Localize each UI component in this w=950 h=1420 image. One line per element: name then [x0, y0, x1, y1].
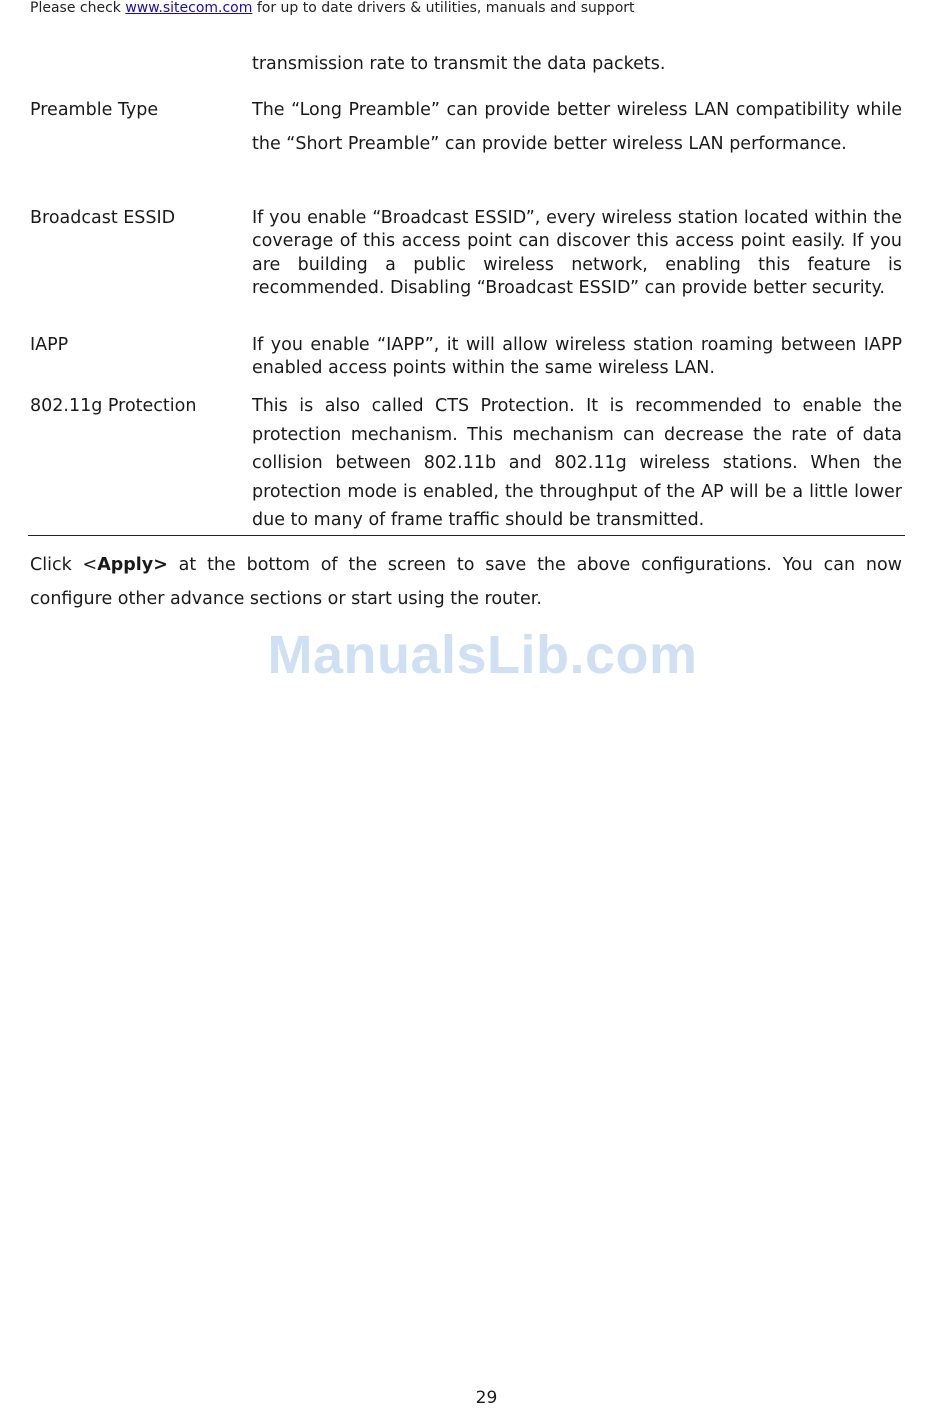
- term-broadcast-essid: Broadcast ESSID: [30, 208, 176, 228]
- closing-paragraph: [30, 548, 902, 616]
- page-number: 29: [475, 1388, 498, 1408]
- table-bottom-rule: [28, 535, 905, 536]
- description-iapp: If you enable “IAPP”, it will allow wireless station roaming between IAPP enabled access points within the same wireless LAN.: [252, 335, 902, 379]
- description-80211g-protection: This is also called CTS Protection. It is recommended to enable the protection mechanism. This mechanism can decrease the rate of data collision between 802.11b and 802.11g wireless stations. When the protection mode is enabled, the throughput of the AP will be a little lower due to many of frame traffic should be transmitted.: [252, 396, 902, 531]
- continued-description: transmission rate to transmit the data packets.: [252, 54, 666, 74]
- support-note-prefix: Please check: [30, 0, 126, 16]
- description-preamble-type: The “Long Preamble” can provide better wireless LAN compatibility while the “Short Preamble” can provide better wireless LAN performance.: [252, 100, 902, 154]
- closing-text-after: at the bottom of the screen to save the above configurations. You can now configure other advance sections or start using the router.: [30, 555, 902, 609]
- watermark-logo: ManualsLib.com: [267, 625, 698, 685]
- description-broadcast-essid: If you enable “Broadcast ESSID”, every wireless station located within the coverage of this access point can discover this access point easily. If you are building a public wireless network, enabling this feature is recommended. Disabling “Broadcast ESSID” can provide better security.: [252, 208, 902, 298]
- support-note: [30, 0, 635, 16]
- term-preamble-type: Preamble Type: [30, 100, 159, 120]
- closing-text-before: Click <: [30, 555, 98, 575]
- support-note-suffix: for up to date drivers & utilities, manuals and support: [252, 0, 635, 16]
- term-iapp: IAPP: [30, 335, 69, 355]
- sitecom-link[interactable]: www.sitecom.com: [125, 0, 253, 16]
- term-80211g-protection: 802.11g Protection: [30, 396, 197, 416]
- apply-keyword: Apply>: [97, 555, 168, 575]
